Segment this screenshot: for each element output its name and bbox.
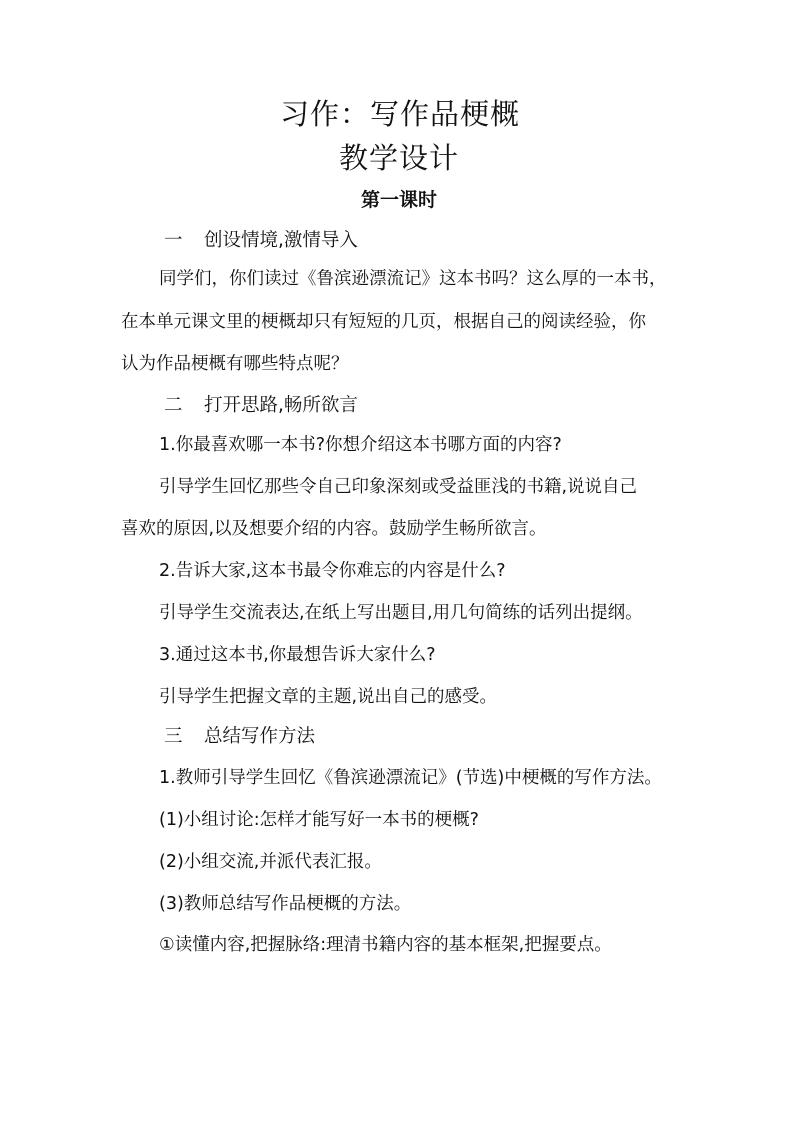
section-number: 三 — [164, 726, 183, 747]
lesson-heading: 第一课时 — [360, 189, 437, 211]
paragraph-line: (1)小组讨论:怎样才能写好一本书的梗概? — [159, 810, 479, 830]
paragraph-line: 引导学生把握文章的主题,说出自己的感受。 — [159, 687, 498, 707]
paragraph-line: 引导学生回忆那些令自己印象深刻或受益匪浅的书籍,说说自己 — [159, 477, 638, 497]
section-heading-1 — [164, 229, 358, 253]
section-title: 创设情境,激情导入 — [204, 230, 358, 251]
paragraph-line: 3.通过这本书,你最想告诉大家什么? — [159, 645, 436, 665]
paragraph-line: (2)小组交流,并派代表汇报。 — [159, 852, 382, 872]
paragraph-line: (3)教师总结写作品梗概的方法。 — [159, 894, 412, 914]
paragraph-line: ①读懂内容,把握脉络:理清书籍内容的基本框架,把握要点。 — [159, 935, 612, 955]
paragraph-line: 喜欢的原因,以及想要介绍的内容。鼓励学生畅所欲言。 — [121, 519, 547, 539]
paragraph-line: 1.你最喜欢哪一本书?你想介绍这本书哪方面的内容? — [159, 435, 562, 455]
paragraph-line: 同学们，你们读过《鲁滨逊漂流记》这本书吗？这么厚的一本书， — [159, 269, 667, 289]
section-heading-2 — [164, 394, 358, 418]
section-number: 二 — [164, 395, 183, 416]
paragraph-line: 在本单元课文里的梗概却只有短短的几页，根据自己的阅读经验，你 — [121, 312, 646, 332]
document-title: 习作：写作品梗概 — [279, 97, 520, 131]
paragraph-line: 1.教师引导学生回忆《鲁滨逊漂流记》(节选)中梗概的写作方法。 — [159, 768, 662, 788]
section-number: 一 — [164, 230, 183, 251]
paragraph-line: 引导学生交流表达,在纸上写出题目,用几句简练的话列出提纲。 — [159, 603, 643, 623]
document-subtitle: 教学设计 — [338, 141, 459, 175]
section-heading-3 — [164, 725, 315, 749]
paragraph-line: 认为作品梗概有哪些特点呢？ — [121, 354, 349, 374]
section-title: 总结写作方法 — [204, 726, 316, 747]
section-title: 打开思路,畅所欲言 — [204, 395, 358, 416]
paragraph-line: 2.告诉大家,这本书最令你难忘的内容是什么? — [159, 561, 506, 581]
